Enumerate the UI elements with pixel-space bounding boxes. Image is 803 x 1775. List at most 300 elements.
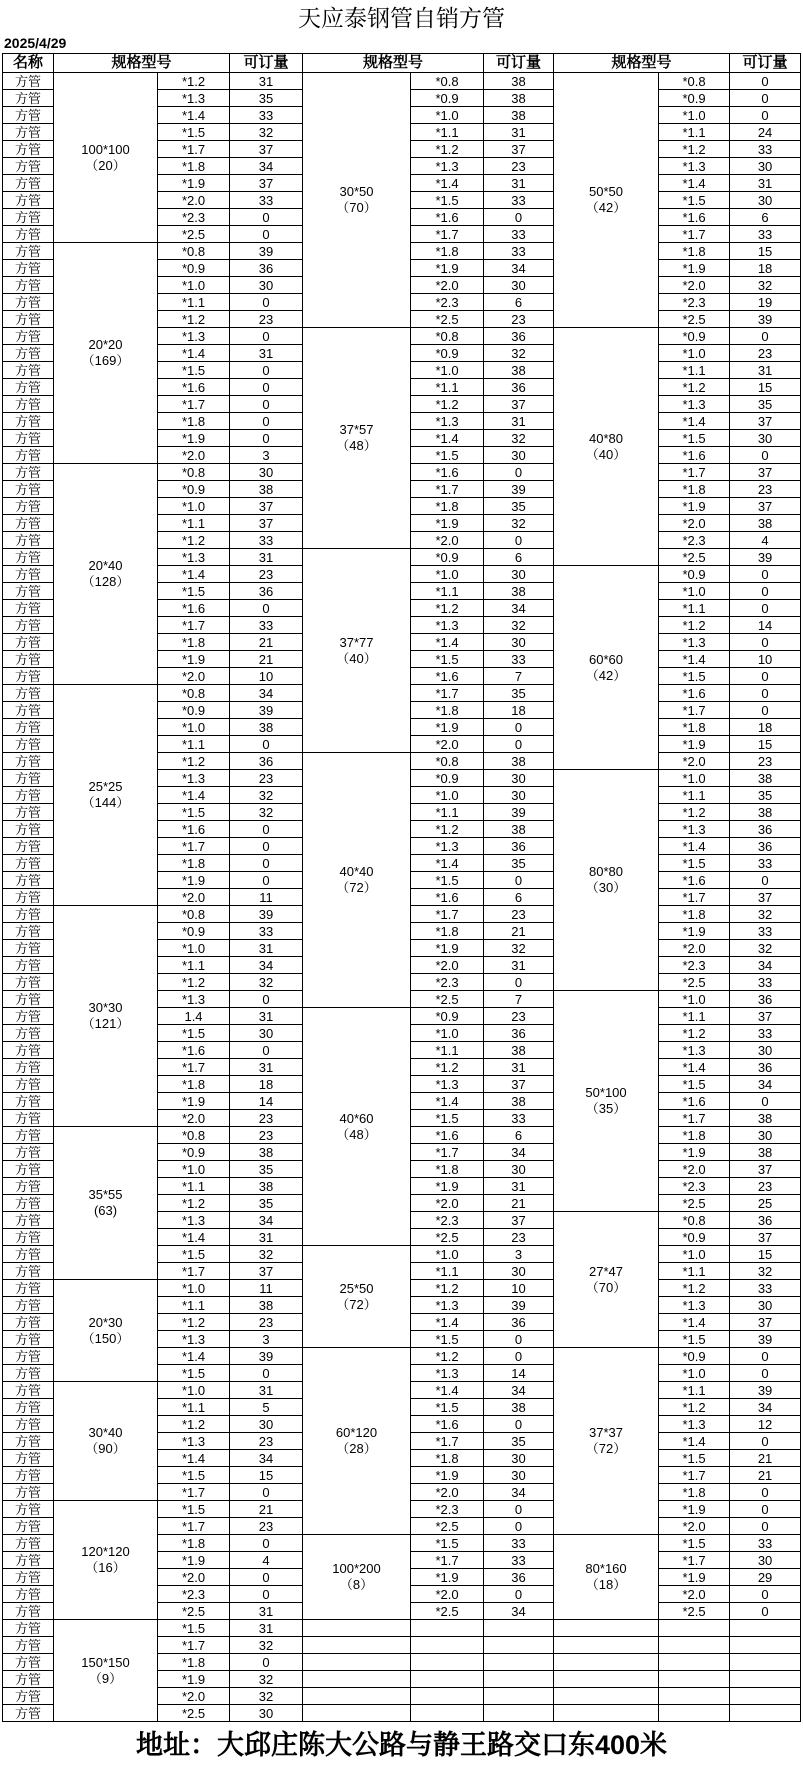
product-name-cell: 方管 xyxy=(3,1552,54,1569)
thickness-cell: *1.6 xyxy=(659,447,730,464)
qty-cell: 34 xyxy=(230,1450,303,1467)
thickness-cell: *1.4 xyxy=(411,855,484,872)
qty-cell: 3 xyxy=(484,1246,554,1263)
product-name-cell: 方管 xyxy=(3,1654,54,1671)
qty-cell: 32 xyxy=(230,787,303,804)
thickness-cell: *1.5 xyxy=(158,1620,230,1637)
qty-cell: 30 xyxy=(484,277,554,294)
spec-count: （169） xyxy=(81,353,130,368)
header-name: 名称 xyxy=(3,54,54,73)
product-name-cell: 方管 xyxy=(3,1671,54,1688)
thickness-cell: *1.3 xyxy=(158,770,230,787)
qty-cell: 38 xyxy=(230,1297,303,1314)
qty-cell: 10 xyxy=(730,651,801,668)
thickness-cell: *1.7 xyxy=(411,685,484,702)
thickness-cell: *1.3 xyxy=(411,158,484,175)
qty-cell: 3 xyxy=(230,1331,303,1348)
thickness-cell: *1.8 xyxy=(659,906,730,923)
thickness-cell: *0.8 xyxy=(158,906,230,923)
qty-cell: 21 xyxy=(230,1501,303,1518)
spec-size: 150*150 xyxy=(81,1654,130,1670)
thickness-cell: *1.1 xyxy=(158,736,230,753)
thickness-cell: *1.4 xyxy=(411,175,484,192)
qty-cell: 33 xyxy=(730,141,801,158)
qty-cell: 0 xyxy=(230,209,303,226)
qty-cell: 39 xyxy=(484,804,554,821)
spec-size: 30*50 xyxy=(339,184,374,199)
qty-cell: 33 xyxy=(730,855,801,872)
qty-cell: 0 xyxy=(230,379,303,396)
thickness-cell: *2.3 xyxy=(411,1501,484,1518)
thickness-cell: *1.7 xyxy=(158,1263,230,1280)
thickness-cell: *1.8 xyxy=(411,1161,484,1178)
product-name-cell: 方管 xyxy=(3,872,54,889)
thickness-cell: *1.7 xyxy=(659,1552,730,1569)
thickness-cell: *1.4 xyxy=(411,430,484,447)
thickness-cell: *1.0 xyxy=(158,1280,230,1297)
spec-cell xyxy=(54,243,158,464)
spec-size: 27*47 xyxy=(589,1263,624,1279)
qty-cell: 29 xyxy=(730,1569,801,1586)
qty-cell: 21 xyxy=(230,634,303,651)
thickness-cell: *1.8 xyxy=(411,702,484,719)
qty-cell: 0 xyxy=(230,1569,303,1586)
thickness-cell: *0.9 xyxy=(411,770,484,787)
thickness-cell: *0.8 xyxy=(411,328,484,345)
thickness-cell: *1.3 xyxy=(158,1212,230,1229)
thickness-cell: *1.6 xyxy=(411,464,484,481)
qty-cell: 33 xyxy=(484,192,554,209)
address-footer: 地址：大邱庄陈大公路与静王路交口东400米 xyxy=(135,1730,668,1760)
qty-cell: 0 xyxy=(230,1586,303,1603)
qty-cell: 34 xyxy=(230,1212,303,1229)
spec-size: 120*120 xyxy=(81,1544,130,1559)
product-name-cell: 方管 xyxy=(3,1705,54,1722)
empty-qty-cell xyxy=(484,1688,554,1705)
product-name-cell: 方管 xyxy=(3,1382,54,1399)
qty-cell: 37 xyxy=(730,1229,801,1246)
thickness-cell: *1.2 xyxy=(411,1280,484,1297)
qty-cell: 34 xyxy=(484,1144,554,1161)
product-name-cell: 方管 xyxy=(3,430,54,447)
qty-cell: 34 xyxy=(230,158,303,175)
qty-cell: 0 xyxy=(484,464,554,481)
thickness-cell: *1.8 xyxy=(411,1450,484,1467)
thickness-cell: *1.6 xyxy=(411,668,484,685)
qty-cell: 37 xyxy=(230,515,303,532)
qty-cell: 32 xyxy=(730,906,801,923)
thickness-cell: *1.5 xyxy=(659,1450,730,1467)
thickness-cell: *1.5 xyxy=(158,362,230,379)
thickness-cell: *1.7 xyxy=(411,1433,484,1450)
qty-cell: 0 xyxy=(730,90,801,107)
spec-cell xyxy=(303,753,411,1008)
thickness-cell: *1.0 xyxy=(659,1246,730,1263)
thickness-cell: *1.5 xyxy=(411,192,484,209)
product-name-cell: 方管 xyxy=(3,243,54,260)
thickness-cell: *1.1 xyxy=(659,124,730,141)
thickness-cell: *2.0 xyxy=(158,1569,230,1586)
product-name-cell: 方管 xyxy=(3,1518,54,1535)
thickness-cell: *1.8 xyxy=(411,243,484,260)
thickness-cell: *1.7 xyxy=(158,617,230,634)
spec-count: （28） xyxy=(336,1441,377,1456)
qty-cell: 0 xyxy=(730,1093,801,1110)
thickness-cell: *2.3 xyxy=(411,974,484,991)
thickness-cell: *1.0 xyxy=(158,1382,230,1399)
empty-qty-cell xyxy=(484,1637,554,1654)
qty-cell: 33 xyxy=(484,1552,554,1569)
product-name-cell: 方管 xyxy=(3,821,54,838)
qty-cell: 19 xyxy=(730,294,801,311)
qty-cell: 6 xyxy=(484,1127,554,1144)
qty-cell: 38 xyxy=(730,804,801,821)
qty-cell: 38 xyxy=(230,481,303,498)
product-name-cell: 方管 xyxy=(3,1280,54,1297)
empty-spec-cell xyxy=(303,1671,411,1688)
qty-cell: 31 xyxy=(230,1059,303,1076)
product-name-cell: 方管 xyxy=(3,1501,54,1518)
thickness-cell: *1.9 xyxy=(158,430,230,447)
thickness-cell: *0.9 xyxy=(158,702,230,719)
qty-cell: 0 xyxy=(230,226,303,243)
thickness-cell: *2.5 xyxy=(659,311,730,328)
thickness-cell: *2.0 xyxy=(659,1518,730,1535)
product-name-cell: 方管 xyxy=(3,1484,54,1501)
qty-cell: 37 xyxy=(230,141,303,158)
thickness-cell: *1.5 xyxy=(411,1535,484,1552)
thickness-cell: *1.1 xyxy=(659,1008,730,1025)
qty-cell: 37 xyxy=(730,413,801,430)
thickness-cell: *0.9 xyxy=(411,549,484,566)
thickness-cell: *1.2 xyxy=(158,1195,230,1212)
thickness-cell: *1.8 xyxy=(158,1076,230,1093)
product-name-cell: 方管 xyxy=(3,1637,54,1654)
qty-cell: 35 xyxy=(230,90,303,107)
thickness-cell: *0.9 xyxy=(659,328,730,345)
qty-cell: 39 xyxy=(730,1331,801,1348)
product-name-cell: 方管 xyxy=(3,90,54,107)
thickness-cell: *1.5 xyxy=(411,651,484,668)
product-name-cell: 方管 xyxy=(3,73,54,90)
thickness-cell: *1.0 xyxy=(411,1246,484,1263)
qty-cell: 33 xyxy=(730,974,801,991)
qty-cell: 33 xyxy=(730,1535,801,1552)
spec-size: 20*40 xyxy=(88,558,123,573)
spec-cell xyxy=(303,1008,411,1246)
qty-cell: 36 xyxy=(730,1059,801,1076)
empty-qty-cell xyxy=(730,1671,801,1688)
empty-spec-cell xyxy=(554,1654,659,1671)
thickness-cell: *1.2 xyxy=(158,1314,230,1331)
qty-cell: 33 xyxy=(484,1535,554,1552)
product-name-cell: 方管 xyxy=(3,651,54,668)
qty-cell: 34 xyxy=(484,1484,554,1501)
qty-cell: 38 xyxy=(484,73,554,90)
thickness-cell: *1.9 xyxy=(659,1569,730,1586)
qty-cell: 36 xyxy=(730,1212,801,1229)
thickness-cell: *1.7 xyxy=(158,1637,230,1654)
spec-cell xyxy=(554,770,659,991)
spec-count: （42） xyxy=(585,200,627,215)
qty-cell: 0 xyxy=(484,209,554,226)
thickness-cell: *1.9 xyxy=(158,175,230,192)
thickness-cell: *2.3 xyxy=(411,294,484,311)
spec-cell xyxy=(554,73,659,328)
qty-cell: 37 xyxy=(730,498,801,515)
qty-cell: 38 xyxy=(484,1042,554,1059)
qty-cell: 31 xyxy=(484,124,554,141)
qty-cell: 7 xyxy=(484,668,554,685)
thickness-cell: *1.9 xyxy=(158,651,230,668)
thickness-cell: *1.2 xyxy=(411,600,484,617)
thickness-cell: *2.5 xyxy=(411,1603,484,1620)
empty-thickness-cell xyxy=(659,1705,730,1722)
thickness-cell: *2.5 xyxy=(411,1518,484,1535)
thickness-cell: *1.0 xyxy=(158,277,230,294)
thickness-cell: *0.9 xyxy=(158,923,230,940)
product-name-cell: 方管 xyxy=(3,1127,54,1144)
thickness-cell: *1.8 xyxy=(411,923,484,940)
spec-size: 50*100 xyxy=(585,1085,627,1100)
empty-spec-cell xyxy=(554,1671,659,1688)
qty-cell: 38 xyxy=(484,90,554,107)
qty-cell: 0 xyxy=(230,821,303,838)
product-name-cell: 方管 xyxy=(3,1042,54,1059)
product-name-cell: 方管 xyxy=(3,617,54,634)
thickness-cell: *1.5 xyxy=(158,1365,230,1382)
qty-cell: 39 xyxy=(484,481,554,498)
spec-count: （72） xyxy=(336,1296,377,1312)
qty-cell: 32 xyxy=(230,974,303,991)
qty-cell: 3 xyxy=(230,447,303,464)
spec-size: 35*55 xyxy=(88,1187,123,1202)
qty-cell: 0 xyxy=(484,532,554,549)
thickness-cell: *1.3 xyxy=(659,158,730,175)
thickness-cell: *1.9 xyxy=(411,515,484,532)
product-name-cell: 方管 xyxy=(3,1314,54,1331)
product-name-cell: 方管 xyxy=(3,1603,54,1620)
qty-cell: 14 xyxy=(230,1093,303,1110)
thickness-cell: *2.3 xyxy=(659,532,730,549)
thickness-cell: *1.2 xyxy=(411,141,484,158)
qty-cell: 36 xyxy=(730,838,801,855)
product-name-cell: 方管 xyxy=(3,1093,54,1110)
qty-cell: 30 xyxy=(230,1025,303,1042)
thickness-cell: *1.7 xyxy=(411,906,484,923)
thickness-cell: *1.6 xyxy=(659,685,730,702)
qty-cell: 34 xyxy=(730,1399,801,1416)
spec-cell xyxy=(54,1127,158,1280)
qty-cell: 0 xyxy=(730,1365,801,1382)
qty-cell: 30 xyxy=(730,1042,801,1059)
thickness-cell: *1.3 xyxy=(411,413,484,430)
qty-cell: 38 xyxy=(230,1144,303,1161)
product-name-cell: 方管 xyxy=(3,1365,54,1382)
thickness-cell: *0.9 xyxy=(659,90,730,107)
qty-cell: 35 xyxy=(730,396,801,413)
thickness-cell: *1.4 xyxy=(158,345,230,362)
qty-cell: 32 xyxy=(230,1246,303,1263)
thickness-cell: *1.1 xyxy=(659,600,730,617)
thickness-cell: *1.3 xyxy=(659,634,730,651)
thickness-cell: *1.9 xyxy=(158,1552,230,1569)
qty-cell: 36 xyxy=(730,991,801,1008)
qty-cell: 36 xyxy=(730,821,801,838)
qty-cell: 0 xyxy=(230,413,303,430)
product-name-cell: 方管 xyxy=(3,1212,54,1229)
spec-cell xyxy=(303,1348,411,1535)
thickness-cell: *1.1 xyxy=(659,787,730,804)
qty-cell: 0 xyxy=(230,430,303,447)
product-name-cell: 方管 xyxy=(3,345,54,362)
qty-cell: 0 xyxy=(230,1365,303,1382)
product-name-cell: 方管 xyxy=(3,481,54,498)
empty-thickness-cell xyxy=(659,1688,730,1705)
thickness-cell: *1.0 xyxy=(659,1365,730,1382)
thickness-cell: *1.1 xyxy=(158,1399,230,1416)
thickness-cell: *1.2 xyxy=(659,141,730,158)
thickness-cell: *2.0 xyxy=(659,1586,730,1603)
empty-spec-cell xyxy=(303,1654,411,1671)
thickness-cell: *1.2 xyxy=(411,1059,484,1076)
product-name-cell: 方管 xyxy=(3,1246,54,1263)
qty-cell: 31 xyxy=(230,549,303,566)
thickness-cell: *1.9 xyxy=(411,260,484,277)
thickness-cell: *1.8 xyxy=(158,634,230,651)
empty-qty-cell xyxy=(730,1688,801,1705)
product-name-cell: 方管 xyxy=(3,498,54,515)
qty-cell: 34 xyxy=(730,957,801,974)
product-name-cell: 方管 xyxy=(3,668,54,685)
qty-cell: 0 xyxy=(730,600,801,617)
product-name-cell: 方管 xyxy=(3,1331,54,1348)
thickness-cell: *1.7 xyxy=(411,481,484,498)
qty-cell: 32 xyxy=(484,940,554,957)
product-name-cell: 方管 xyxy=(3,940,54,957)
spec-count: （48） xyxy=(336,1126,377,1142)
product-name-cell: 方管 xyxy=(3,770,54,787)
stock-table-body xyxy=(3,73,801,1722)
product-name-cell: 方管 xyxy=(3,107,54,124)
thickness-cell: *1.3 xyxy=(411,838,484,855)
qty-cell: 23 xyxy=(230,1127,303,1144)
product-name-cell: 方管 xyxy=(3,855,54,872)
qty-cell: 0 xyxy=(230,838,303,855)
spec-cell xyxy=(54,1501,158,1620)
thickness-cell: *1.6 xyxy=(158,821,230,838)
thickness-cell: *1.2 xyxy=(158,73,230,90)
qty-cell: 7 xyxy=(484,991,554,1008)
product-name-cell: 方管 xyxy=(3,192,54,209)
qty-cell: 30 xyxy=(484,787,554,804)
qty-cell: 0 xyxy=(730,872,801,889)
qty-cell: 0 xyxy=(730,685,801,702)
qty-cell: 31 xyxy=(230,1229,303,1246)
qty-cell: 0 xyxy=(484,1586,554,1603)
thickness-cell: *1.7 xyxy=(158,396,230,413)
qty-cell: 38 xyxy=(484,583,554,600)
spec-cell xyxy=(54,464,158,685)
qty-cell: 21 xyxy=(484,923,554,940)
qty-cell: 30 xyxy=(484,1467,554,1484)
qty-cell: 12 xyxy=(730,1416,801,1433)
product-name-cell: 方管 xyxy=(3,923,54,940)
thickness-cell: *1.4 xyxy=(158,1348,230,1365)
qty-cell: 38 xyxy=(730,1110,801,1127)
qty-cell: 39 xyxy=(230,702,303,719)
qty-cell: 14 xyxy=(484,1365,554,1382)
product-name-cell: 方管 xyxy=(3,396,54,413)
thickness-cell: *2.0 xyxy=(158,447,230,464)
qty-cell: 23 xyxy=(230,566,303,583)
thickness-cell: *0.9 xyxy=(659,566,730,583)
qty-cell: 32 xyxy=(230,1637,303,1654)
qty-cell: 33 xyxy=(230,192,303,209)
qty-cell: 30 xyxy=(484,1263,554,1280)
thickness-cell: *2.5 xyxy=(158,1705,230,1722)
thickness-cell: *1.0 xyxy=(411,362,484,379)
thickness-cell: *2.0 xyxy=(411,957,484,974)
product-name-cell: 方管 xyxy=(3,532,54,549)
product-name-cell: 方管 xyxy=(3,583,54,600)
product-name-cell: 方管 xyxy=(3,464,54,481)
thickness-cell: *1.2 xyxy=(659,1399,730,1416)
empty-spec-cell xyxy=(554,1705,659,1722)
qty-cell: 36 xyxy=(484,1569,554,1586)
qty-cell: 36 xyxy=(484,379,554,396)
qty-cell: 37 xyxy=(730,464,801,481)
qty-cell: 35 xyxy=(484,685,554,702)
thickness-cell: *0.9 xyxy=(659,1229,730,1246)
spec-cell xyxy=(54,906,158,1127)
qty-cell: 0 xyxy=(730,73,801,90)
product-name-cell: 方管 xyxy=(3,1059,54,1076)
qty-cell: 32 xyxy=(484,515,554,532)
qty-cell: 0 xyxy=(484,1416,554,1433)
thickness-cell: *1.2 xyxy=(158,974,230,991)
thickness-cell: *1.8 xyxy=(158,855,230,872)
header-spec: 规格型号 xyxy=(54,54,230,73)
qty-cell: 0 xyxy=(230,396,303,413)
qty-cell: 30 xyxy=(230,1705,303,1722)
product-name-cell: 方管 xyxy=(3,328,54,345)
spec-size: 20*20 xyxy=(88,337,123,352)
thickness-cell: *1.3 xyxy=(158,328,230,345)
qty-cell: 36 xyxy=(230,753,303,770)
product-name-cell: 方管 xyxy=(3,753,54,770)
thickness-cell: *1.7 xyxy=(158,1518,230,1535)
spec-cell xyxy=(554,1535,659,1620)
product-name-cell: 方管 xyxy=(3,1348,54,1365)
qty-cell: 11 xyxy=(230,1280,303,1297)
thickness-cell: *1.5 xyxy=(659,430,730,447)
qty-cell: 37 xyxy=(484,1076,554,1093)
qty-cell: 23 xyxy=(484,1229,554,1246)
header-qty: 可订量 xyxy=(730,54,801,73)
spec-size: 37*77 xyxy=(339,634,374,650)
qty-cell: 33 xyxy=(484,1110,554,1127)
thickness-cell: *1.2 xyxy=(158,311,230,328)
thickness-cell: *1.0 xyxy=(158,498,230,515)
thickness-cell: *2.5 xyxy=(411,1229,484,1246)
spec-count: （150） xyxy=(81,1330,130,1346)
qty-cell: 6 xyxy=(730,209,801,226)
qty-cell: 39 xyxy=(230,906,303,923)
qty-cell: 39 xyxy=(230,1348,303,1365)
qty-cell: 0 xyxy=(730,1348,801,1365)
product-name-cell: 方管 xyxy=(3,566,54,583)
